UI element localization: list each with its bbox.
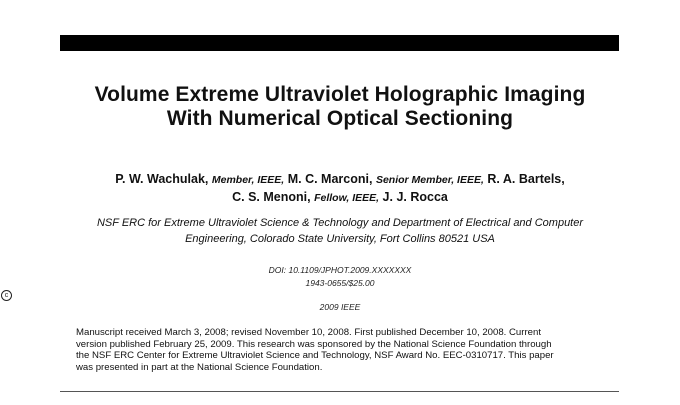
title-line-2: With Numerical Optical Sectioning	[166, 107, 514, 130]
affiliation-line-2: Engineering, Colorado State University, Fort Collins 80521 USA	[185, 233, 495, 245]
footnote-line-1: Manuscript received March 3, 2008; revised November 10, 2008. First published December 10, 2008. Current	[76, 327, 541, 338]
footnote-line-3: the NSF ERC Center for Extreme Ultraviolet Science and Technology, NSF Award No. EEC-0310717. This paper	[76, 350, 554, 362]
author-menoni-degree: Fellow, IEEE,	[314, 192, 380, 204]
issn-copyright-line	[0, 277, 680, 314]
affiliation	[0, 215, 680, 247]
author-wachulak: P. W. Wachulak,	[115, 172, 209, 186]
author-marconi-degree: Senior Member, IEEE,	[375, 174, 484, 186]
header-bar	[60, 35, 619, 51]
author-row-1	[0, 171, 680, 189]
author-menoni: C. S. Menoni,	[232, 190, 311, 204]
bottom-rule	[60, 391, 619, 392]
author-wachulak-degree: Member, IEEE,	[211, 174, 285, 186]
title-line-1: Volume Extreme Ultraviolet Holographic Imaging	[94, 83, 586, 106]
footnote-line-2: version published February 25, 2009. This research was sponsored by the National Science Foundation through	[76, 338, 552, 350]
doi-block	[0, 264, 680, 314]
author-marconi: M. C. Marconi,	[287, 172, 373, 186]
affiliation-line-1: NSF ERC for Extreme Ultraviolet Science & Technology and Department of Electrical and Computer	[96, 217, 584, 229]
copyright-text: 2009 IEEE	[319, 302, 361, 312]
manuscript-footnote	[76, 327, 606, 373]
issn-price: 1943-0655/$25.00	[305, 278, 375, 288]
author-bartels: R. A. Bartels,	[487, 172, 565, 186]
paper-title	[0, 83, 680, 131]
copyright-icon: c	[1, 290, 12, 301]
author-row-2	[0, 189, 680, 207]
author-rocca: J. J. Rocca	[382, 190, 448, 204]
author-list	[0, 171, 680, 207]
footnote-line-4: was presented in part at the National Science Foundation.	[76, 361, 323, 373]
doi-line: DOI: 10.1109/JPHOT.2009.XXXXXXX	[268, 265, 412, 275]
